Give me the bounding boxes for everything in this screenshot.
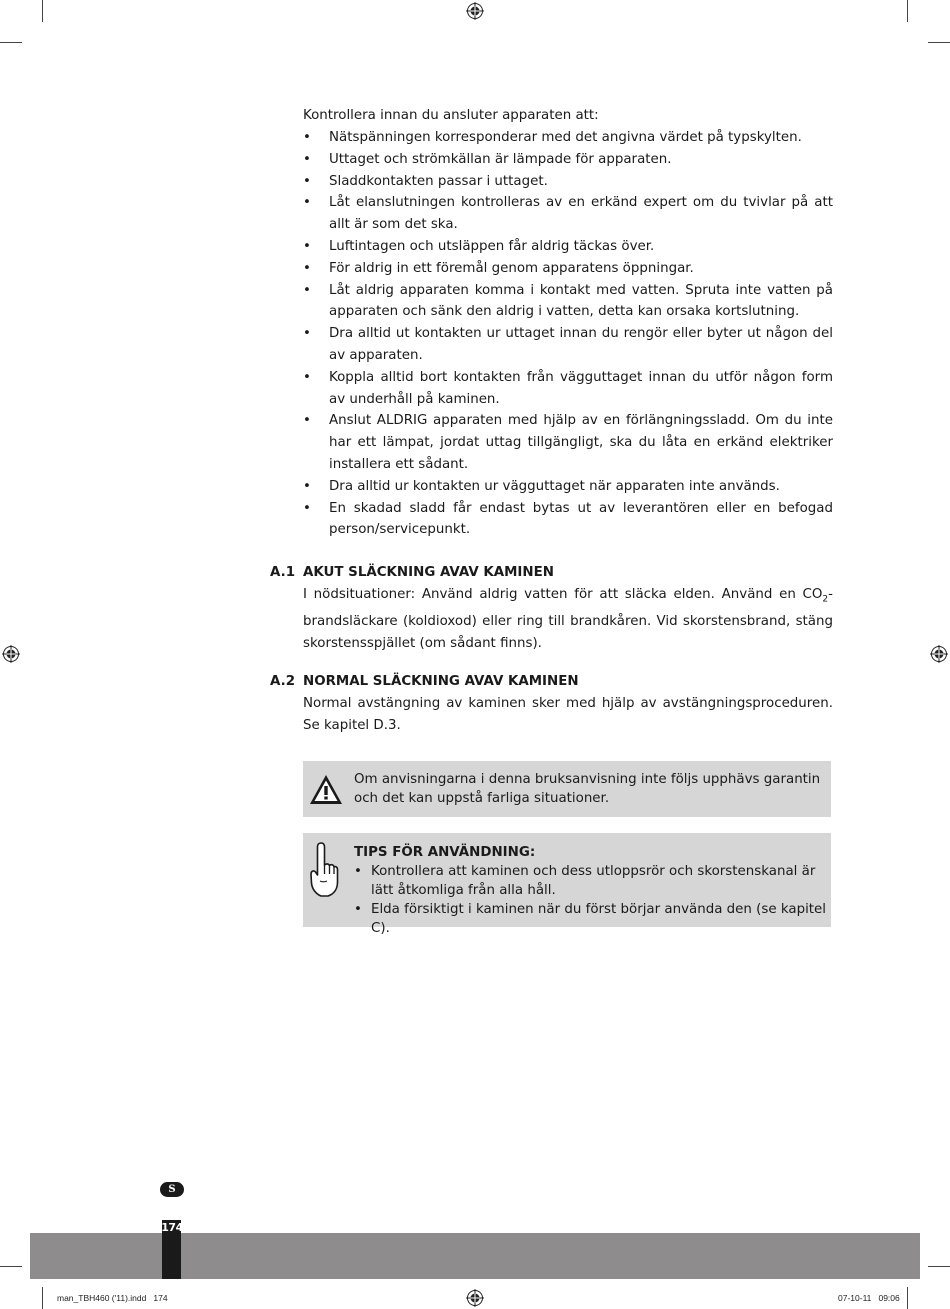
list-item-text: För aldrig in ett föremål genom apparatens öppningar. xyxy=(329,260,694,276)
bullet-icon: • xyxy=(303,326,311,342)
bullet-icon: • xyxy=(303,260,311,276)
list-item xyxy=(303,236,833,258)
list-item-text: Uttaget och strömkällan är lämpade för apparaten. xyxy=(329,151,672,167)
bullet-icon: • xyxy=(303,413,311,429)
list-item xyxy=(303,476,833,498)
registration-mark-icon xyxy=(2,645,20,663)
warning-box xyxy=(303,761,831,817)
list-item xyxy=(303,323,833,367)
bullet-icon: • xyxy=(303,369,311,385)
tips-content xyxy=(354,843,826,938)
pointing-hand-icon xyxy=(309,841,339,899)
bullet-icon: • xyxy=(303,500,311,516)
warning-text: Om anvisningarna i denna bruksanvisning inte följs upphävs garantin och det kan uppstå farliga situationer. xyxy=(354,772,821,806)
list-item xyxy=(303,192,833,236)
registration-mark-icon xyxy=(930,645,948,663)
bullet-icon: • xyxy=(303,238,311,254)
crop-mark xyxy=(0,1266,22,1267)
list-item-text: Låt elanslutningen kontrolleras av en erkänd expert om du tvivlar på att allt är som det ska. xyxy=(329,195,833,233)
bullet-icon: • xyxy=(303,282,311,298)
bullet-icon: • xyxy=(354,864,362,879)
registration-mark-icon xyxy=(466,1289,484,1307)
bullet-icon: • xyxy=(303,151,311,167)
list-item-text: Koppla alltid bort kontakten från vägguttaget innan du utför någon form av underhåll på kaminen. xyxy=(329,369,833,407)
list-item-text: Dra alltid ut kontakten ur uttaget innan du rengör eller byter ut någon del av apparaten. xyxy=(329,326,833,363)
bullet-icon: • xyxy=(303,130,311,145)
list-item-text: Anslut ALDRIG apparaten med hjälp av en förlängningssladd. Om du inte har ett lämpat, jordat uttag tillgängligt, ska du låta en erkänd elektriker installera ett sådant. xyxy=(329,413,833,472)
list-item xyxy=(303,171,833,193)
section-title: NORMAL SLÄCKNING AVAV KAMINEN xyxy=(303,674,579,689)
list-item xyxy=(303,127,833,149)
list-item-text: Dra alltid ur kontakten ur vägguttaget när apparaten inte används. xyxy=(329,478,780,494)
list-item xyxy=(303,410,833,475)
crop-mark xyxy=(0,42,22,43)
list-item xyxy=(303,498,833,542)
tips-box xyxy=(303,833,831,936)
crop-mark xyxy=(42,0,43,22)
crop-mark xyxy=(907,1287,908,1309)
bullet-icon: • xyxy=(303,173,311,189)
crop-mark xyxy=(907,0,908,22)
list-item-text: Luftintagen och utsläppen får aldrig täckas över. xyxy=(329,238,655,254)
list-item-text: Elda försiktigt i kaminen när du först börjar använda den (se kapitel C). xyxy=(371,902,827,936)
list-item xyxy=(303,367,833,411)
section-title: AKUT SLÄCKNING AVAV KAMINEN xyxy=(303,565,554,580)
slug-file: man_TBH460 ('11).indd 174 xyxy=(57,1293,168,1303)
section-body: I nödsituationer: Använd aldrig vatten för att släcka elden. Använd en $CO_2$-brandsläckare (koldioxod) eller ring till brandkåren. Vid skorstensbrand, stäng skorstensspjället (om sådant finns). xyxy=(303,587,833,652)
safety-bullet-list xyxy=(303,127,833,541)
list-item-text: Sladdkontakten passar i uttaget. xyxy=(329,173,548,189)
list-item-text: Nätspänningen korresponderar med det angivna värdet på typskylten. xyxy=(329,130,802,145)
list-item xyxy=(303,149,833,171)
slug-date: 07-10-11 09:06 xyxy=(838,1293,900,1303)
intro-text: Kontrollera innan du ansluter apparaten att: xyxy=(303,108,599,123)
crop-mark xyxy=(42,1287,43,1309)
tips-list xyxy=(354,862,826,938)
list-item xyxy=(303,280,833,324)
section-number: A.2 xyxy=(270,674,296,689)
section-number: A.1 xyxy=(270,565,296,580)
bullet-icon: • xyxy=(303,195,311,211)
list-item xyxy=(354,862,826,900)
section-body: Normal avstängning av kaminen sker med hjälp av avstängningsproceduren. Se kapitel D.3. xyxy=(303,696,833,733)
list-item-text: Låt aldrig apparaten komma i kontakt med vatten. Spruta inte vatten på apparaten och sänk den aldrig i vatten, detta kan orsaka kortslutning. xyxy=(329,282,833,320)
bullet-icon: • xyxy=(354,902,362,917)
list-item xyxy=(354,900,826,938)
bullet-icon: • xyxy=(303,478,311,494)
page-number: 174 xyxy=(161,1221,183,1234)
crop-mark xyxy=(928,42,950,43)
list-item xyxy=(303,258,833,280)
list-item-text: Kontrollera att kaminen och dess utloppsrör och skorstenskanal är lätt åtkomliga från alla håll. xyxy=(371,864,816,898)
tips-heading: TIPS FÖR ANVÄNDNING: xyxy=(354,845,536,860)
list-item-text: En skadad sladd får endast bytas ut av leverantören eller en befogad person/servicepunkt. xyxy=(329,500,833,538)
language-badge: S xyxy=(160,1182,184,1197)
crop-mark xyxy=(928,1266,950,1267)
warning-triangle-icon xyxy=(308,773,344,806)
registration-mark-icon xyxy=(466,2,484,20)
